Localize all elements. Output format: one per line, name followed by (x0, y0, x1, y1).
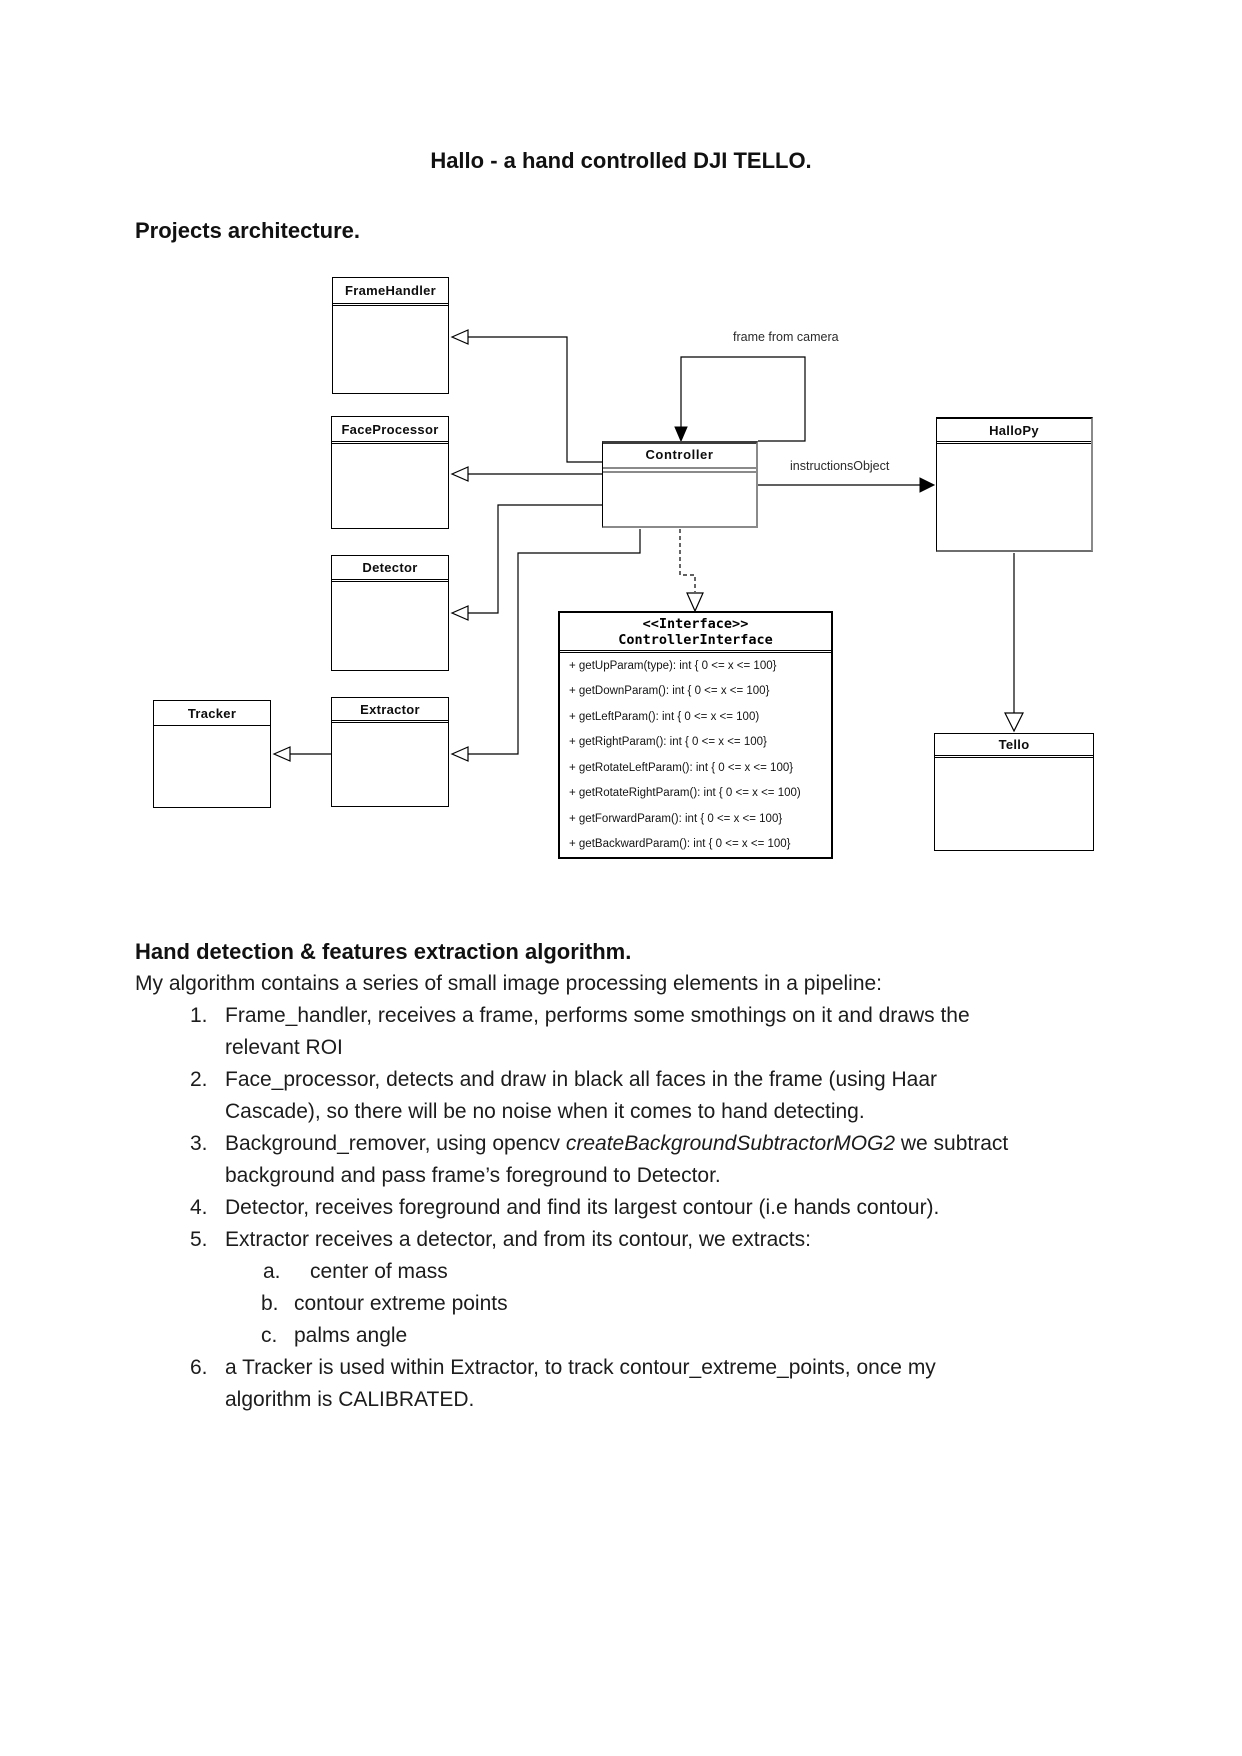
class-box-faceprocessor (331, 416, 449, 529)
class-box-detector (331, 555, 449, 671)
class-title: Tracker (154, 701, 270, 726)
class-title: Controller (645, 447, 714, 462)
list-item (0, 1228, 1242, 1260)
class-box-extractor (331, 697, 449, 807)
edge-label-frame-from-camera: frame from camera (733, 330, 839, 344)
hollow-arrow-tracker-icon (274, 747, 290, 761)
hollow-arrow-tello-icon (1005, 713, 1023, 731)
italic-text: createBackgroundSubtractorMOG2 (565, 1132, 896, 1155)
class-box-hallopy (936, 417, 1093, 552)
hollow-arrow-extractor-icon (452, 747, 468, 761)
hollow-arrow-interface-icon (687, 593, 703, 611)
list-item-continuation (0, 1100, 1242, 1132)
sub-list-item (0, 1260, 1242, 1292)
class-box-tello (934, 733, 1094, 851)
list-text: Extractor receives a detector, and from its contour, we extracts: (225, 1228, 811, 1251)
edge-frame-loop (681, 357, 805, 441)
interface-method: + getBackwardParam(): int { 0 <= x <= 100} (569, 838, 791, 851)
page-title: Hallo - a hand controlled DJI TELLO. (430, 148, 812, 173)
interface-method: + getRotateRightParam(): int { 0 <= x <= 100) (569, 787, 801, 800)
list-marker: 1. (190, 1004, 208, 1027)
class-box-tracker (153, 700, 271, 808)
list-marker: a. (263, 1260, 281, 1283)
list-text: center of mass (310, 1260, 448, 1283)
list-marker: 3. (190, 1132, 208, 1155)
class-title: FaceProcessor (332, 417, 448, 444)
class-box-framehandler (332, 277, 449, 394)
list-marker: 6. (190, 1356, 208, 1379)
edge-label-instructions-object: instructionsObject (790, 459, 890, 473)
list-marker: 2. (190, 1068, 208, 1091)
algorithm-heading: Hand detection & features extraction algorithm. (135, 939, 632, 964)
list-text: contour extreme points (294, 1292, 508, 1315)
edge-controller-detector (468, 505, 602, 613)
interface-method: + getUpParam(type): int { 0 <= x <= 100} (569, 659, 777, 672)
list-text: palms angle (294, 1324, 408, 1347)
interface-title (560, 613, 831, 653)
list-text: a Tracker is used within Extractor, to track contour_extreme_points, once my (225, 1356, 936, 1379)
list-marker: 4. (190, 1196, 208, 1219)
hollow-arrow-framehandler-icon (452, 330, 468, 344)
hollow-arrow-detector-icon (452, 606, 468, 620)
class-box-controller (602, 441, 758, 528)
list-text: Face_processor, detects and draw in black all faces in the frame (using Haar (225, 1068, 938, 1091)
list-text: background and pass frame’s foreground to Detector. (225, 1164, 721, 1187)
list-item (0, 1356, 1242, 1388)
list-item-continuation (0, 1164, 1242, 1196)
hollow-arrow-faceprocessor-icon (452, 467, 468, 481)
intro-paragraph: My algorithm contains a series of small image processing elements in a pipeline: (135, 972, 883, 995)
interface-method: + getDownParam(): int { 0 <= x <= 100} (569, 685, 770, 698)
interface-method: + getLeftParam(): int { 0 <= x <= 100) (569, 710, 760, 723)
list-item (0, 1132, 1242, 1164)
list-text: Cascade), so there will be no noise when it comes to hand detecting. (225, 1100, 865, 1123)
list-marker: b. (261, 1292, 279, 1315)
controller-divider (603, 467, 756, 473)
edge-controller-framehandler (468, 337, 602, 462)
interface-stereotype: <<Interface>> (642, 616, 749, 632)
class-title: Tello (935, 734, 1093, 758)
class-title: HalloPy (937, 419, 1091, 444)
list-text: relevant ROI (225, 1036, 343, 1059)
algorithm-list (0, 1004, 1242, 1420)
list-text: Background_remover, using opencv createBackgroundSubtractorMOG2 we subtract (225, 1132, 1009, 1155)
interface-method: + getRotateLeftParam(): int { 0 <= x <= 100} (569, 761, 794, 774)
interface-box-controllerinterface (558, 611, 833, 859)
sub-list-item (0, 1292, 1242, 1324)
list-item (0, 1004, 1242, 1036)
list-text: algorithm is CALIBRATED. (225, 1388, 475, 1411)
interface-method: + getRightParam(): int { 0 <= x <= 100} (569, 736, 767, 749)
class-title: Extractor (332, 698, 448, 723)
list-marker: 5. (190, 1228, 208, 1251)
list-text: Frame_handler, receives a frame, performs some smothings on it and draws the (225, 1004, 970, 1027)
class-title: Detector (332, 556, 448, 582)
list-text: Detector, receives foreground and find its largest contour (i.e hands contour). (225, 1196, 940, 1219)
list-marker: c. (261, 1324, 278, 1347)
list-item-continuation (0, 1036, 1242, 1068)
interface-method: + getForwardParam(): int { 0 <= x <= 100} (569, 812, 783, 825)
solid-arrow-down-icon (675, 427, 687, 441)
list-item-continuation (0, 1388, 1242, 1420)
architecture-heading: Projects architecture. (135, 218, 360, 243)
list-item (0, 1196, 1242, 1228)
interface-name: ControllerInterface (618, 632, 773, 648)
solid-arrow-right-icon (920, 478, 934, 492)
class-title: FrameHandler (333, 278, 448, 306)
edge-controller-interface-dashed (680, 529, 695, 592)
list-item (0, 1068, 1242, 1100)
interface-method-list (560, 653, 831, 857)
sub-list-item (0, 1324, 1242, 1356)
